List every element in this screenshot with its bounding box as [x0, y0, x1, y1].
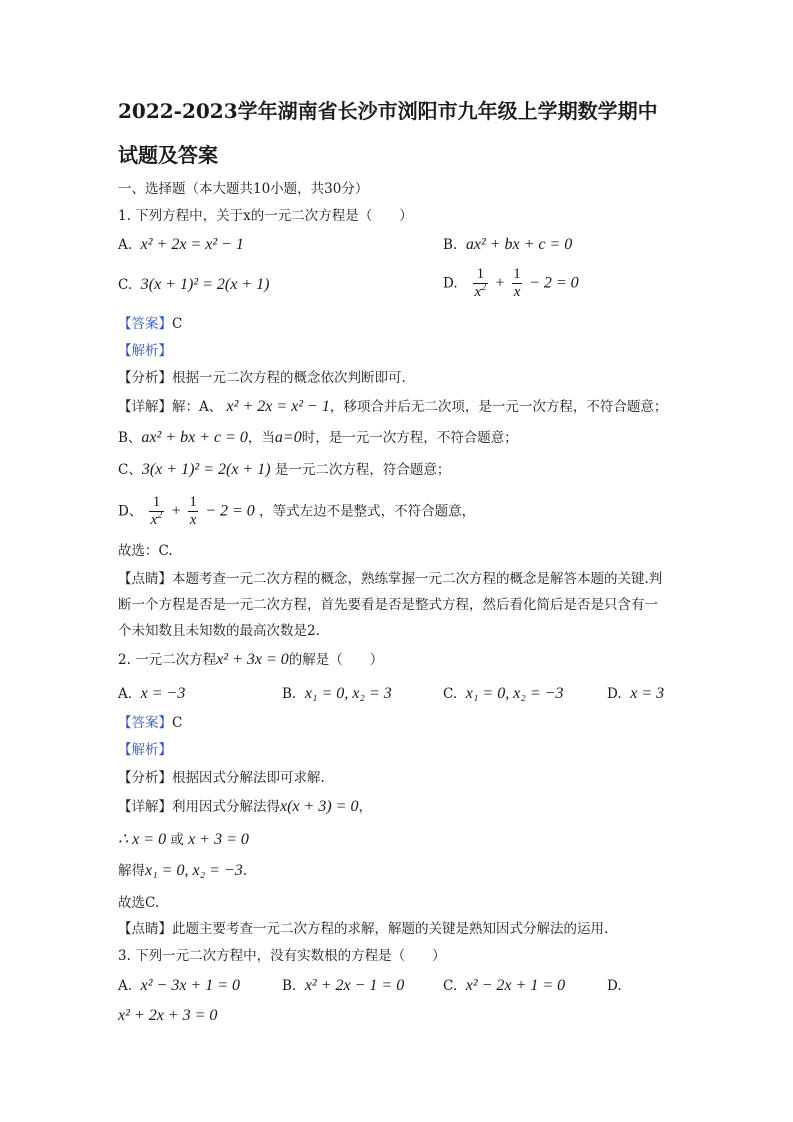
- q1-option-d: D. $\frac{1}{x^2}$ + $\frac{1}{x}$ − 2 = 0: [443, 266, 579, 300]
- q3-option-c: C. x² − 2x + 1 = 0: [443, 977, 566, 994]
- q3-option-d-label: D.: [607, 978, 622, 994]
- q1-stem: 1. 下列方程中，关于x的一元二次方程是（ ）: [118, 208, 413, 224]
- q1-choose: 故选：C.: [118, 543, 173, 559]
- q2-option-b: B. x₁ = 0, x₂ = 3: [282, 685, 392, 702]
- q1-xiangjie-a: 【详解】解：A、 x² + 2x = x² − 1，移项合并后无二次项，是一元一次方程，不符合题意；: [118, 398, 668, 415]
- q2-choose: 故选C.: [118, 895, 160, 911]
- q1-option-b: B. ax² + bx + c = 0: [443, 236, 573, 253]
- q1-analysis-tag: 【解析】: [118, 343, 172, 359]
- q1-answer: 【答案】C: [118, 316, 183, 332]
- q2-dianjing: 【点睛】此题主要考查一元二次方程的求解，解题的关键是熟知因式分解法的运用.: [118, 921, 609, 937]
- q1-xiangjie-c: C、3(x + 1)² = 2(x + 1) 是一元二次方程，符合题意；: [118, 461, 451, 478]
- q2-stem: 2. 一元二次方程x² + 3x = 0的解是（ ）: [118, 651, 384, 668]
- q3-option-d: x² + 2x + 3 = 0: [118, 1007, 218, 1024]
- q2-option-a: A. x = −3: [118, 685, 186, 702]
- q2-option-c: C. x₁ = 0, x₂ = −3: [443, 685, 564, 702]
- fraction-1-over-x2: $\frac{1}{x^2}$: [150, 494, 163, 528]
- q2-analysis-tag: 【解析】: [118, 742, 172, 758]
- q1-option-c: C. 3(x + 1)² = 2(x + 1): [118, 276, 270, 293]
- section-heading: 一、选择题（本大题共10小题，共30分）: [118, 181, 369, 197]
- q1-dianjing-line2: 断一个方程是否是一元二次方程，首先要看是否是整式方程，然后看化简后是否是只含有一: [118, 597, 658, 613]
- q2-fenxi: 【分析】根据因式分解法即可求解.: [118, 770, 325, 786]
- q2-option-d: D. x = 3: [607, 685, 665, 702]
- q2-xiangjie: 【详解】利用因式分解法得x(x + 3) = 0，: [118, 798, 372, 815]
- q1-xiangjie-b: B、ax² + bx + c = 0，当a=0时，是一元一次方程，不符合题意；: [118, 429, 518, 446]
- fraction-1-over-x: $\frac{1}{x}$: [189, 494, 197, 528]
- fraction-1-over-x2: $\frac{1}{x^2}$: [474, 266, 487, 300]
- q3-option-b: B. x² + 2x − 1 = 0: [282, 977, 405, 994]
- q1-xiangjie-d: D、 $\frac{1}{x^2}$ + $\frac{1}{x}$ − 2 = 0 ，等式左边不是整式，不符合题意，: [118, 494, 476, 528]
- doc-title-line2: 试题及答案: [118, 143, 218, 167]
- q2-therefore: ∴ x = 0 或 x + 3 = 0: [118, 831, 249, 848]
- doc-title-line1: 2022-2023学年湖南省长沙市浏阳市九年级上学期数学期中: [118, 99, 658, 123]
- q3-stem: 3. 下列一元二次方程中，没有实数根的方程是（ ）: [118, 948, 446, 964]
- fraction-1-over-x: $\frac{1}{x}$: [513, 266, 521, 300]
- q2-solve: 解得x₁ = 0, x₂ = −3.: [118, 862, 248, 879]
- q2-answer: 【答案】C: [118, 715, 183, 731]
- q1-option-a: A. x² + 2x = x² − 1: [118, 236, 244, 253]
- q1-fenxi: 【分析】根据一元二次方程的概念依次判断即可.: [118, 370, 406, 386]
- q1-dianjing-line3: 个未知数且未知数的最高次数是2.: [118, 623, 320, 639]
- q3-option-a: A. x² − 3x + 1 = 0: [118, 977, 241, 994]
- q1-dianjing-line1: 【点睛】本题考查一元二次方程的概念，熟练掌握一元二次方程的概念是解答本题的关键.判: [118, 571, 663, 587]
